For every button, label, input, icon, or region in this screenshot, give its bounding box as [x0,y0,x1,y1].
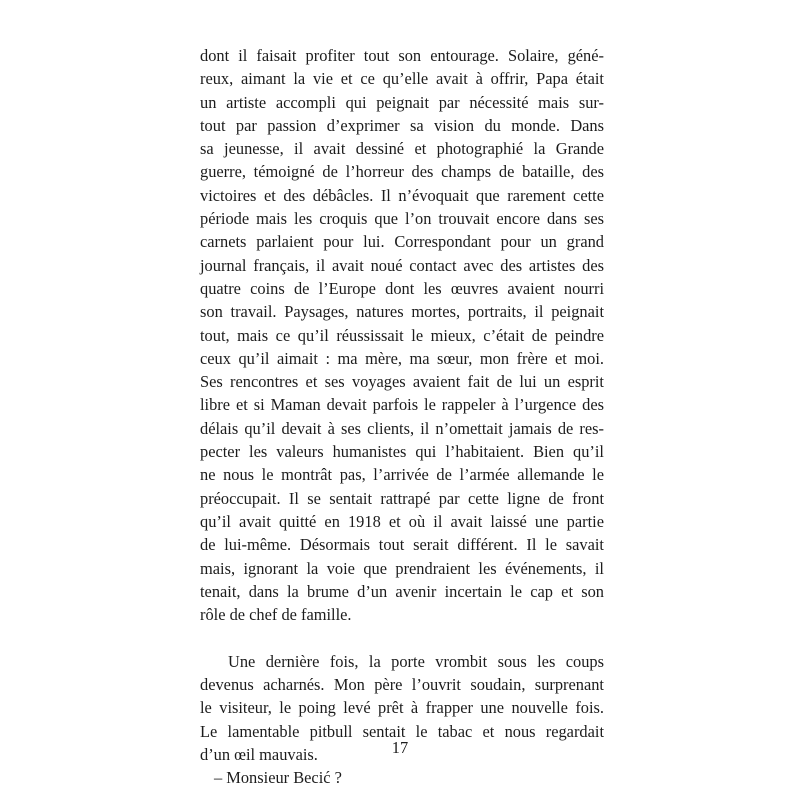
text-line: qu’il avait quitté en 1918 et où il avait laissé une partie [200,511,604,531]
paragraph-gap [200,626,604,649]
text-line: mais, ignorant la voie que prendraient les événements, il [200,558,604,578]
text-line: guerre, témoigné de l’horreur des champs de bataille, des [200,162,604,182]
text-line: rôle de chef de famille. [200,605,352,625]
text-line: ne nous le montrât pas, l’arrivée de l’armée allemande le [200,465,604,485]
text-line: Ses rencontres et ses voyages avaient fait de lui un esprit [200,372,604,392]
text-line: tout, mais ce qu’il réussissait le mieux, c’était de peindre [200,325,604,345]
text-line: Une dernière fois, la porte vrombit sous les coups [228,651,604,671]
text-line: d’un œil mauvais. [200,744,318,764]
text-line: reux, aimant la vie et ce qu’elle avait à offrir, Papa était [200,69,604,89]
text-line: libre et si Maman devait parfois le rappeler à l’urgence des [200,395,604,415]
text-line: un artiste accompli qui peignait par nécessité mais sur- [200,92,604,112]
text-line: période mais les croquis que l’on trouvait encore dans ses [200,209,604,229]
text-line: de lui-même. Désormais tout serait différent. Il le savait [200,535,604,555]
text-line: Le lamentable pitbull sentait le tabac et nous regardait [200,721,604,741]
text-line: son travail. Paysages, natures mortes, portraits, il peignait [200,302,604,322]
paragraph-1 [200,44,604,626]
text-line: ceux qu’il aimait : ma mère, ma sœur, mon frère et moi. [200,348,604,368]
text-line: le visiteur, le poing levé prêt à frapper une nouvelle fois. [200,698,604,718]
text-line: carnets parlaient pour lui. Correspondant pour un grand [200,232,604,252]
text-line: tenait, dans la brume d’un avenir incertain le cap et son [200,581,604,601]
text-line: journal français, il avait noué contact avec des artistes des [200,255,604,275]
text-line: délais qu’il devait à ses clients, il n’omettait jamais de res- [200,418,604,438]
text-line: préoccupait. Il se sentait rattrapé par cette ligne de front [200,488,604,508]
text-line: tout par passion d’exprimer sa vision du monde. Dans [200,115,604,135]
text-line: sa jeunesse, il avait dessiné et photographié la Grande [200,139,604,159]
text-line: quatre coins de l’Europe dont les œuvres avaient nourri [200,278,604,298]
body-text [200,44,604,790]
dialogue-line: – Monsieur Becić ? [214,768,342,788]
page-number: 17 [391,738,409,757]
text-line: dont il faisait profiter tout son entourage. Solaire, géné- [200,46,604,65]
text-line: victoires et des débâcles. Il n’évoquait que rarement cette [200,185,604,205]
text-line: devenus acharnés. Mon père l’ouvrit soudain, surprenant [200,675,604,695]
text-line: pecter les valeurs humanistes qui l’habitaient. Bien qu’il [200,442,604,462]
